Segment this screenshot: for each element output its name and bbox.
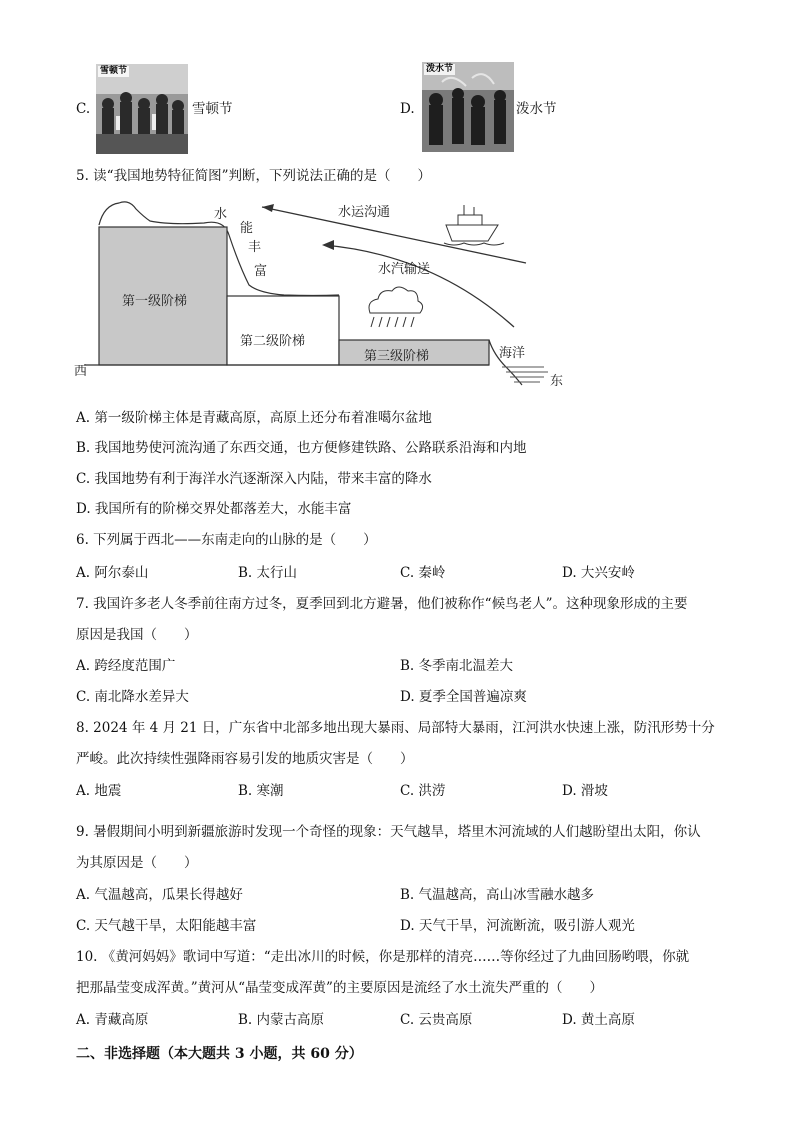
q7-option-c: C. 南北降水差异大 [76, 689, 189, 705]
hydro-label-4: 富 [254, 264, 268, 279]
q9-option-c: C. 天气越干旱，太阳能越丰富 [76, 918, 257, 934]
q10-stem-line-1: 10. 《黄河妈妈》歌词中写道：“走出冰川的时候，你是那样的清亮……等你经过了九曲回肠哟喂，你就 [76, 949, 690, 965]
q7-stem-line-1: 7. 我国许多老人冬季前往南方过冬，夏季回到北方避暑，他们被称作“候鸟老人”。这种现象形成的主要 [76, 596, 688, 612]
q8-stem-line-1: 8. 2024 年 4 月 21 日，广东省中北部多地出现大暴雨、局部特大暴雨，江河洪水快速上涨，防汛形势十分 [76, 720, 715, 736]
step-one-label: 第一级阶梯 [122, 294, 188, 309]
vapor-transport-label: 水汽输送 [378, 262, 431, 277]
q6-option-c: C. 秦岭 [400, 565, 446, 581]
q7-option-b: B. 冬季南北温差大 [400, 658, 514, 674]
q9-option-b: B. 气温越高，高山冰雪融水越多 [400, 887, 595, 903]
q4-option-c-letter: C. [76, 101, 91, 117]
q8-option-b: B. 寒潮 [238, 783, 284, 799]
rain-cloud-icon [369, 287, 423, 327]
q5-option-b: B. 我国地势使河流沟通了东西交通，也方便修建铁路、公路联系沿海和内地 [76, 440, 527, 456]
q4-option-d-text: 泼水节 [516, 101, 557, 117]
q10-option-b: B. 内蒙古高原 [238, 1012, 325, 1028]
q8-option-d: D. 滑坡 [562, 783, 608, 799]
q10-option-c: C. 云贵高原 [400, 1012, 473, 1028]
q10-stem-line-2: 把那晶莹变成浑黄。”黄河从“晶莹变成浑黄”的主要原因是流经了水土流失严重的（ ） [76, 980, 603, 996]
water-festival-photo [422, 62, 514, 152]
q8-option-c: C. 洪涝 [400, 783, 446, 799]
photo-caption: 雪顿节 [100, 66, 128, 76]
ocean-label: 海洋 [499, 346, 526, 361]
hydro-label-2: 能 [240, 221, 254, 236]
step-three-label: 第三级阶梯 [364, 349, 430, 364]
q7-stem-line-2: 原因是我国（ ） [76, 627, 198, 643]
terrain-diagram [74, 195, 574, 395]
water-transport-label: 水运沟通 [338, 205, 391, 220]
q6-option-b: B. 太行山 [238, 565, 298, 581]
step-two-label: 第二级阶梯 [240, 334, 306, 349]
hydro-label-3: 丰 [248, 240, 262, 255]
q9-stem-line-1: 9. 暑假期间小明到新疆旅游时发现一个奇怪的现象：天气越旱，塔里木河流域的人们越盼望出太阳，你认 [76, 824, 701, 840]
vapor-transport-arrow-head [322, 240, 334, 250]
q8-option-a: A. 地震 [76, 783, 122, 799]
east-label: 东 [550, 374, 564, 389]
q8-stem-line-2: 严峻。此次持续性强降雨容易引发的地质灾害是（ ） [76, 751, 414, 767]
q9-option-a: A. 气温越高，瓜果长得越好 [76, 887, 243, 903]
ship-icon [444, 205, 504, 245]
west-label: 西 [74, 364, 88, 379]
photo-caption: 泼水节 [426, 64, 454, 74]
q9-option-d: D. 天气干旱，河流断流，吸引游人观光 [400, 918, 635, 934]
q7-option-d: D. 夏季全国普遍凉爽 [400, 689, 527, 705]
q4-option-d-letter: D. [400, 101, 415, 117]
q5-stem: 5. 读“我国地势特征简图”判断，下列说法正确的是（ ） [76, 168, 431, 184]
q4-option-c-text: 雪顿节 [192, 101, 233, 117]
q6-stem: 6. 下列属于西北——东南走向的山脉的是（ ） [76, 532, 377, 548]
q7-option-a: A. 跨经度范围广 [76, 658, 176, 674]
q10-option-d: D. 黄土高原 [562, 1012, 635, 1028]
q5-option-a: A. 第一级阶梯主体是青藏高原，高原上还分布着准噶尔盆地 [76, 410, 432, 426]
q6-option-d: D. 大兴安岭 [562, 565, 635, 581]
q6-option-a: A. 阿尔泰山 [76, 565, 149, 581]
q9-stem-line-2: 为其原因是（ ） [76, 855, 198, 871]
q5-option-d: D. 我国所有的阶梯交界处都落差大，水能丰富 [76, 501, 352, 517]
snow-festival-photo [96, 64, 188, 154]
hydro-label-1: 水 [214, 207, 228, 222]
section-two-title: 二、非选择题（本大题共 3 小题，共 60 分） [76, 1046, 363, 1062]
q5-option-c: C. 我国地势有利于海洋水汽逐渐深入内陆，带来丰富的降水 [76, 471, 432, 487]
step-two-block [227, 296, 339, 365]
q10-option-a: A. 青藏高原 [76, 1012, 149, 1028]
